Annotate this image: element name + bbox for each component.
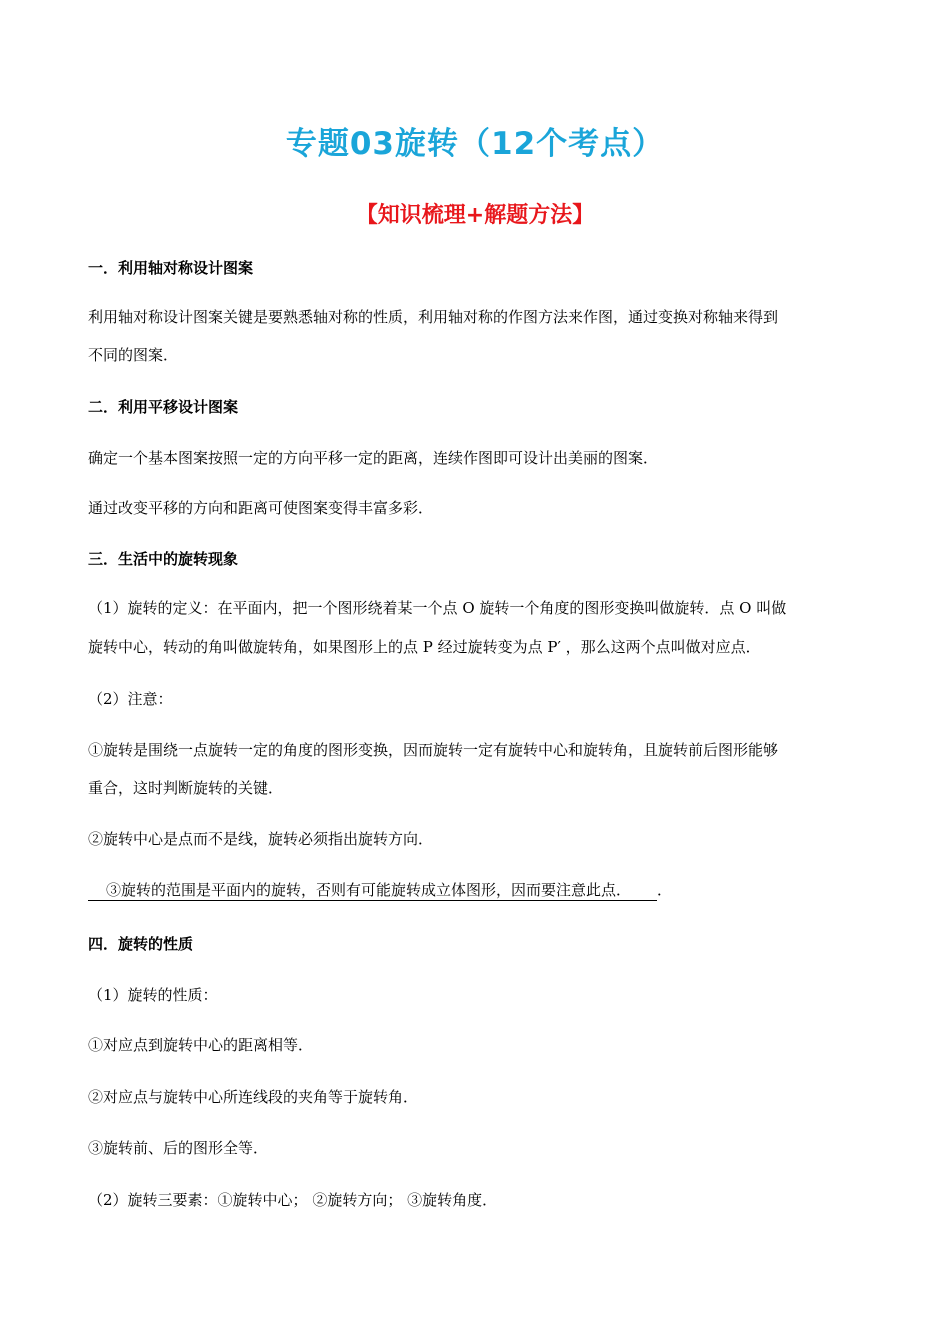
paragraph-line: 重合，这时判断旋转的关键． [88,779,284,797]
paragraph-line: （2）旋转三要素：①旋转中心； ②旋转方向； ③旋转角度． [88,1191,498,1209]
paragraph-line: 利用轴对称设计图案关键是要熟悉轴对称的性质，利用轴对称的作图方法来作图，通过变换对称轴来得到 [88,308,779,326]
paragraph-line: 通过改变平移的方向和距离可使图案变得丰富多彩． [88,499,434,517]
section-heading-1: 一．利用轴对称设计图案 [88,259,254,277]
paragraph-line: 旋转中心，转动的角叫做旋转角，如果图形上的点 P 经过旋转变为点 P′ ，那么这两个点叫做对应点． [88,638,761,656]
underlined-note [88,880,672,901]
page-title: 专题03旋转（12个考点） [285,126,665,162]
paragraph-line: ①旋转是围绕一点旋转一定的角度的图形变换，因而旋转一定有旋转中心和旋转角，且旋转前后图形能够 [88,741,779,759]
paragraph-line: ③旋转前、后的图形全等． [88,1139,269,1157]
paragraph-line: ②旋转中心是点而不是线，旋转必须指出旋转方向． [88,830,434,848]
paragraph-line: ①对应点到旋转中心的距离相等． [88,1036,314,1054]
underlined-text: ③旋转的范围是平面内的旋转，否则有可能旋转成立体图形，因而要注意此点． [88,880,657,901]
paragraph-line: 不同的图案． [88,346,179,364]
section-heading-3: 三．生活中的旋转现象 [88,550,239,568]
paragraph-line: ②对应点与旋转中心所连线段的夹角等于旋转角． [88,1088,419,1106]
section-heading-2: 二．利用平移设计图案 [88,398,239,416]
paragraph-line: 确定一个基本图案按照一定的方向平移一定的距离，连续作图即可设计出美丽的图案． [88,449,659,467]
paragraph-line: （1）旋转的定义：在平面内，把一个图形绕着某一个点 O 旋转一个角度的图形变换叫做旋转．点 O 叫做 [88,599,787,617]
page-subtitle: 【知识梳理+解题方法】 [355,203,595,228]
underlined-tail: ． [657,881,673,899]
paragraph-line: （2）注意： [88,690,173,708]
section-heading-4: 四．旋转的性质 [88,935,194,953]
paragraph-line: （1）旋转的性质： [88,986,218,1004]
